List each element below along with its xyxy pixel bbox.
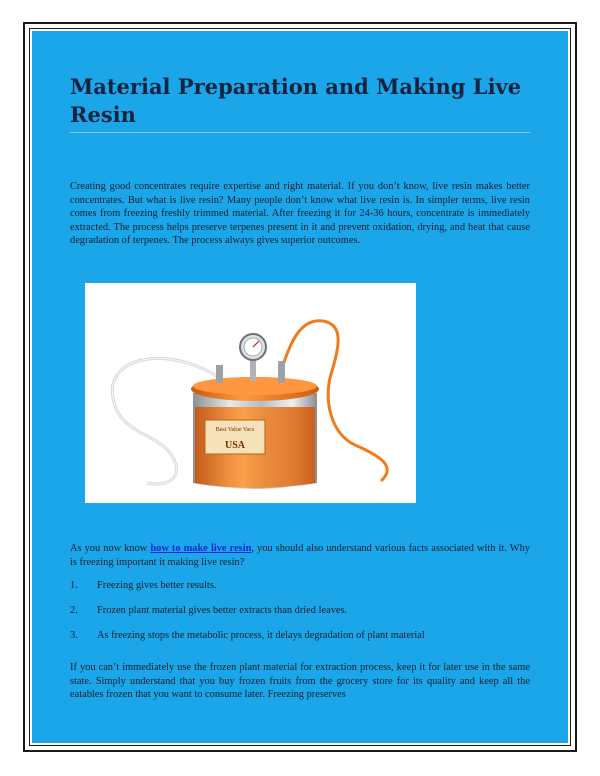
- list-text: Freezing gives better results.: [97, 580, 217, 591]
- para2-text-end: , you should also understand various facts associated with it. Why is freezing important it making live resin?: [70, 543, 530, 568]
- live-resin-link[interactable]: how to make live resin: [150, 543, 252, 554]
- article-title: Material Preparation and Making Live Resin: [70, 74, 522, 127]
- product-label-usa: USA: [224, 440, 246, 451]
- para2-text-start: As you now know: [70, 543, 151, 554]
- second-paragraph: [70, 542, 530, 569]
- product-label-text: Best Value Vacs: [215, 427, 255, 433]
- list-item: [70, 629, 530, 654]
- freezing-benefits-list: [70, 579, 530, 654]
- vacuum-chamber-illustration: [85, 283, 416, 503]
- list-number: 1.: [70, 580, 78, 591]
- intro-paragraph: Creating good concentrates require expertise and right material. If you don’t know, live resin makes better concentrates. But what is live resin? Many people don’t know what live resin is. In simpler terms, live resin comes from freezing freshly trimmed material. After freezing it for 24-36 hours, concentrate is immediately extracted. The process helps preserve terpenes present in it and prevent oxidation, drying, and heat that cause degradation of terpenes. The process always gives superior outcomes.: [70, 181, 530, 247]
- list-number: 2.: [70, 605, 78, 616]
- title-divider: [70, 132, 530, 133]
- document-page: [32, 31, 568, 743]
- vacuum-chamber-image: [85, 283, 416, 503]
- list-text: As freezing stops the metabolic process, it delays degradation of plant material: [97, 630, 425, 641]
- list-number: 3.: [70, 630, 78, 641]
- list-item: [70, 579, 530, 604]
- third-paragraph: If you can’t immediately use the frozen plant material for extraction process, keep it for later use in the same state. Simply understand that you buy frozen fruits from the grocery store for its quality and keep all the eatables frozen that you want to consume later. Freezing preserves: [70, 662, 530, 701]
- list-text: Frozen plant material gives better extracts than dried leaves.: [97, 605, 348, 616]
- list-item: [70, 604, 530, 629]
